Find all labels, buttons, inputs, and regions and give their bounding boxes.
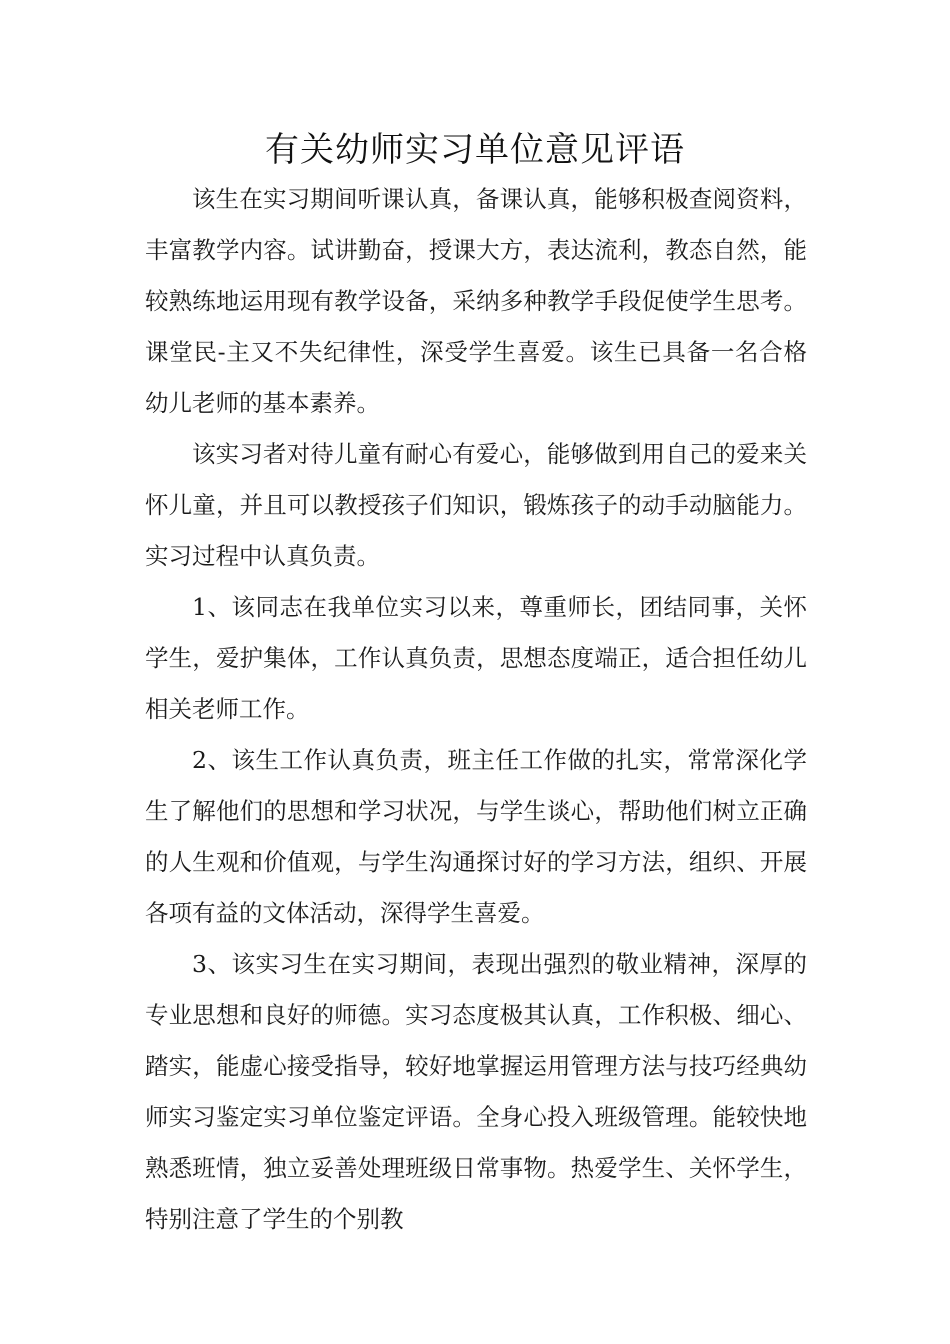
paragraph-5: 3、该实习生在实习期间，表现出强烈的敬业精神，深厚的专业思想和良好的师德。实习态度极其认真，工作积极、细心、踏实，能虚心接受指导，较好地掌握运用管理方法与技巧经典幼师实习鉴定实习单位鉴定评语。全身心投入班级管理。能较快地熟悉班情，独立妥善处理班级日常事物。热爱学生、关怀学生，特别注意了学生的个别教	[145, 950, 807, 1233]
document-title: 有关幼师实习单位意见评语	[265, 130, 685, 170]
paragraph-4: 2、该生工作认真负责，班主任工作做的扎实，常常深化学生了解他们的思想和学习状况，与学生谈心，帮助他们树立正确的人生观和价值观，与学生沟通探讨好的学习方法，组织、开展各项有益的文体活动，深得学生喜爱。	[145, 746, 807, 927]
document-body	[145, 174, 807, 1245]
paragraph-2: 该实习者对待儿童有耐心有爱心，能够做到用自己的爱来关怀儿童，并且可以教授孩子们知识，锻炼孩子的动手动脑能力。实习过程中认真负责。	[145, 440, 807, 570]
paragraph-1: 该生在实习期间听课认真，备课认真，能够积极查阅资料，丰富教学内容。试讲勤奋，授课大方，表达流利，教态自然，能较熟练地运用现有教学设备，采纳多种教学手段促使学生思考。课堂民-主又不失纪律性，深受学生喜爱。该生已具备一名合格幼儿老师的基本素养。	[145, 185, 807, 417]
paragraph-3: 1、该同志在我单位实习以来，尊重师长，团结同事，关怀学生，爱护集体，工作认真负责，思想态度端正，适合担任幼儿相关老师工作。	[145, 593, 807, 723]
